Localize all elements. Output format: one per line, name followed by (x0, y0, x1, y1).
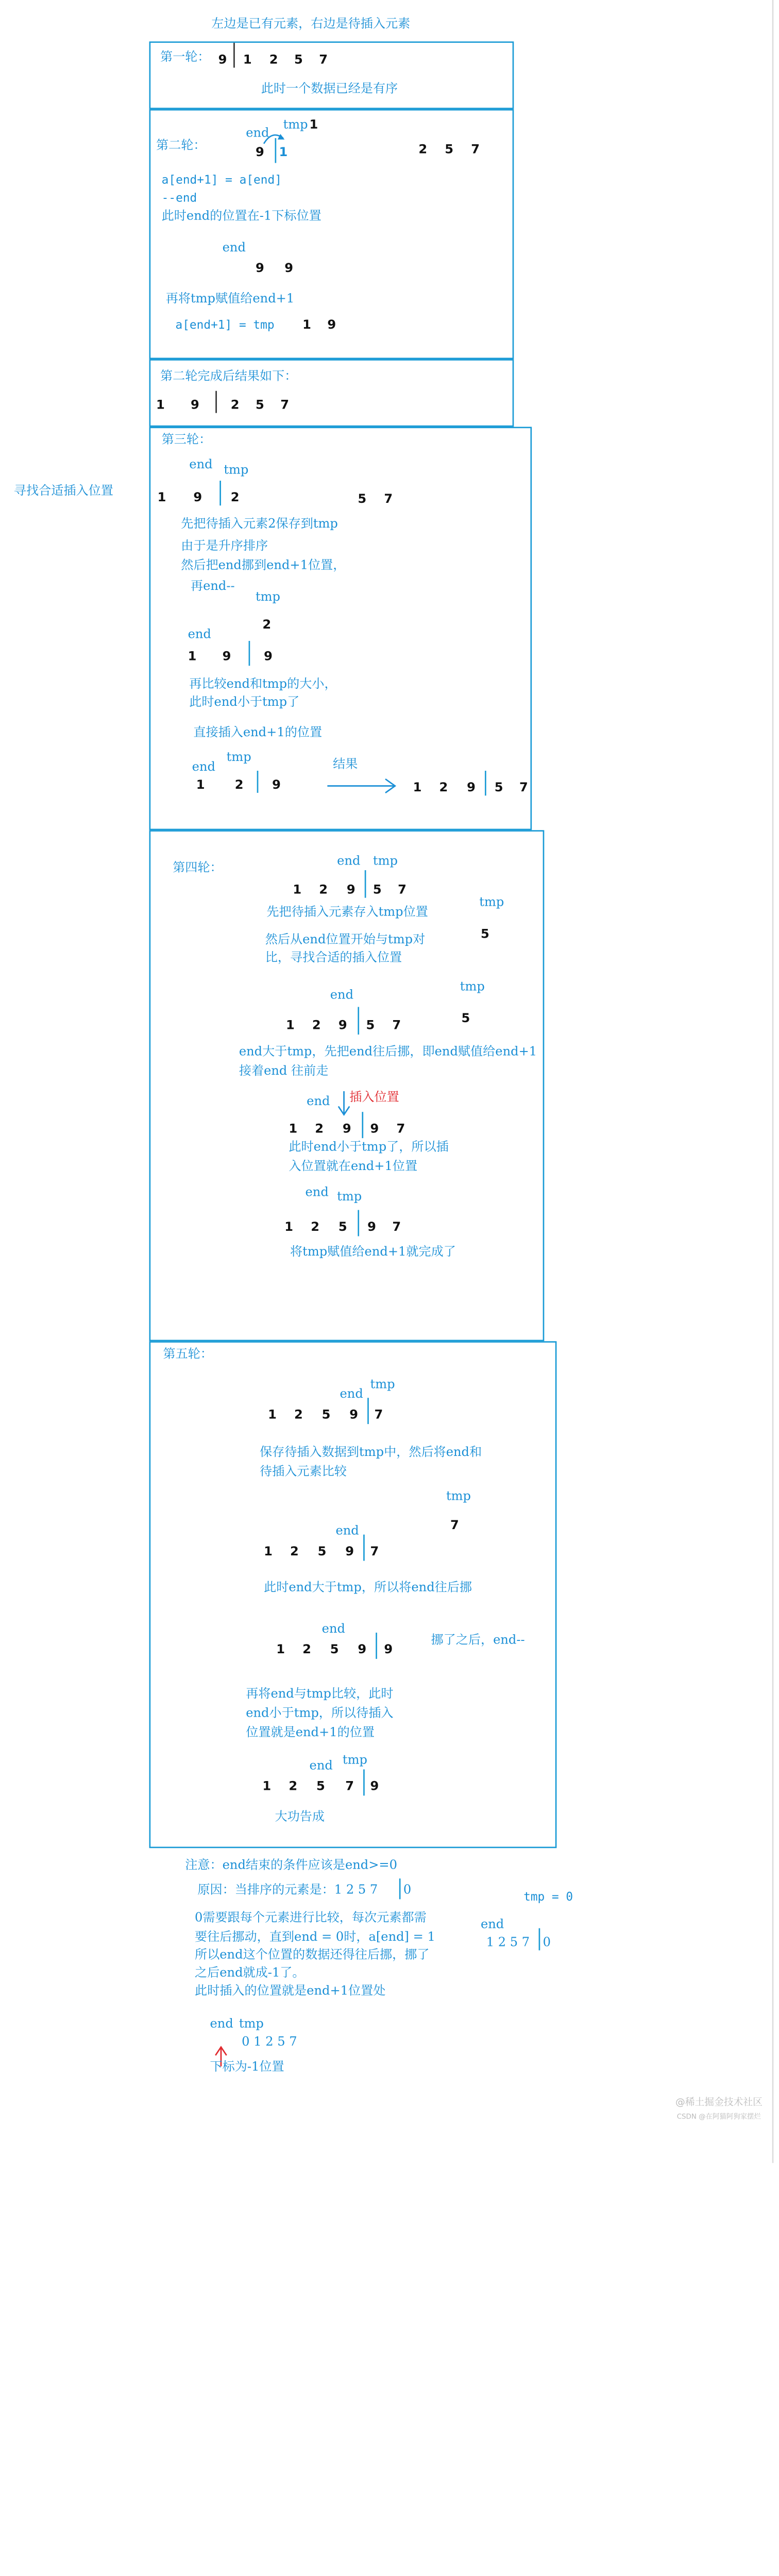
round3-divider (219, 481, 221, 505)
round2-result-title: 第二轮完成后结果如下： (160, 370, 297, 384)
round5-row1-left: 1 (268, 1409, 277, 1423)
page-edge-line (772, 0, 773, 2163)
round3-row1-left: 1 (157, 492, 166, 506)
round4-row4-right: 9 (367, 1221, 376, 1235)
round5-row4-left: 7 (345, 1780, 354, 1794)
round3-compare: 此时end小于tmp了 (189, 696, 300, 710)
round3-tmp2-label: tmp (255, 591, 281, 605)
notes-reason-divider (399, 1878, 401, 1899)
round4-move: end大于tmp，先把end往后挪，即end赋值给end+1 (239, 1045, 537, 1060)
round5-row1-right: 7 (374, 1409, 383, 1423)
round2-end2-label: end (222, 242, 246, 256)
round4-divider4 (358, 1210, 359, 1236)
round5-row3-left: 1 (276, 1643, 285, 1658)
round4-move: 接着end 往前走 (239, 1065, 329, 1079)
round5-row2-left: 2 (290, 1546, 299, 1560)
watermark: @稀土掘金技术社区 (675, 2096, 763, 2108)
round5-row1-left: 5 (321, 1409, 331, 1423)
round5-compare: end小于tmp，所以待插入 (246, 1707, 394, 1721)
round2-result-right: 5 (255, 399, 264, 413)
round4-save: 先把待插入元素存入tmp位置 (266, 906, 428, 920)
round4-row2-right: 7 (392, 1019, 401, 1033)
notes-up-arrow-icon (0, 0, 2, 2)
round5-compare: 再将end与tmp比较，此时 (246, 1688, 394, 1702)
notes-explain: 要往后挪动，直到end = 0时，a[end] = 1 (195, 1931, 435, 1945)
notes-explain: 此时插入的位置就是end+1位置处 (195, 1985, 386, 1999)
round3-end-label: end (189, 459, 213, 472)
notes-tmp-bottom-label: tmp (239, 2018, 264, 2032)
round4-row1-left: 9 (346, 884, 355, 898)
notes-explain: 所以end这个位置的数据还得往后挪，挪了 (195, 1948, 430, 1963)
round3-divider3 (257, 771, 259, 793)
round4-row2-left: 9 (338, 1019, 347, 1033)
notes-end-bottom-label: end (210, 2018, 233, 2032)
round4-row1-left: 2 (319, 884, 328, 898)
round4-row3-right: 9 (370, 1123, 379, 1137)
round3-row1-mid: 2 (230, 492, 240, 506)
round4-row1-left: 1 (293, 884, 302, 898)
round3-row2-left: 1 (188, 650, 197, 665)
round5-tmp4-label: tmp (342, 1754, 367, 1768)
round4-row1-right: 5 (372, 884, 382, 898)
round2-row1-right: 7 (471, 143, 480, 158)
round5-row3-right: 9 (384, 1643, 393, 1658)
round1-right-value: 7 (319, 54, 328, 68)
round4-insert-position-label: 插入位置 (349, 1091, 399, 1105)
round4-tmp-side-label: tmp (479, 896, 504, 910)
round3-tmp2-value: 2 (262, 619, 272, 633)
round2-code1: a[end+1] = a[end] (161, 174, 282, 188)
round3-result-value: 9 (467, 782, 476, 796)
round5-tmp-label: tmp (370, 1378, 395, 1393)
round4-divider3 (362, 1112, 363, 1138)
notes-explain: 之后end就成-1了。 (195, 1967, 305, 1981)
round2-result-box (149, 359, 514, 427)
round1-note: 此时一个数据已经是有序 (261, 82, 398, 97)
round5-row1-left: 2 (294, 1409, 303, 1423)
round4-tmp2-value: 5 (461, 1012, 470, 1026)
round3-end2-label: end (188, 628, 211, 642)
notes-bottom-sequence: 0 1 2 5 7 (242, 2036, 297, 2050)
round4-row4-left: 5 (338, 1221, 347, 1235)
notes-end-side-label: end (480, 1918, 504, 1933)
round3-result-value: 5 (494, 782, 503, 796)
round5-tmp2-value: 7 (450, 1519, 459, 1533)
round2-end-label: end (246, 127, 269, 141)
round4-row2-left: 1 (285, 1019, 295, 1033)
round3-line: 由于是升序排序 (181, 540, 268, 554)
round4-row4-right: 7 (392, 1221, 401, 1235)
round3-row1-right: 5 (358, 493, 367, 507)
round2-title: 第二轮： (156, 139, 206, 154)
side-label: 寻找合适插入位置 (13, 485, 113, 499)
notes-explain: 0需要跟每个元素进行比较，每次元素都需 (195, 1911, 427, 1926)
header-text: 左边是已有元素，右边是待插入元素 (211, 18, 411, 32)
round1-divider (233, 43, 235, 67)
round2-row1-left: 9 (255, 146, 264, 160)
round5-row1-left: 9 (349, 1409, 359, 1423)
round5-save: 保存待插入数据到tmp中，然后将end和 (260, 1446, 482, 1460)
round5-row3-left: 2 (302, 1643, 311, 1658)
round3-result-value: 1 (413, 782, 422, 796)
round5-row2-left: 5 (317, 1546, 327, 1560)
round5-move: 此时end大于tmp，所以将end往后挪 (264, 1581, 472, 1596)
round4-end2-label: end (330, 989, 354, 1003)
round2-row2-value: 9 (255, 262, 264, 277)
round4-row3-left: 9 (342, 1123, 351, 1137)
round2-result-right: 2 (230, 399, 240, 413)
round3-result-value: 7 (519, 782, 528, 796)
round2-row1-right: 2 (418, 143, 428, 158)
round4-search: 比，寻找合适的插入位置 (265, 952, 402, 966)
round3-tmp-label: tmp (224, 464, 249, 478)
round5-row4-left: 2 (289, 1780, 298, 1794)
round2-row3-value: 9 (327, 319, 336, 333)
round5-row3-left: 5 (330, 1643, 339, 1658)
round3-title: 第三轮： (161, 433, 212, 448)
notes-warning: 注意：end结束的条件应该是end>=0 (185, 1859, 397, 1873)
round4-end4-label: end (305, 1186, 329, 1200)
round4-row3-left: 1 (289, 1123, 298, 1137)
round5-after: 挪了之后，end-- (431, 1634, 525, 1648)
round3-divider2 (249, 641, 250, 666)
round5-row4-left: 1 (262, 1780, 272, 1794)
round5-row2-left: 1 (264, 1546, 273, 1560)
round2-tmp-label: tmp (283, 118, 308, 133)
round4-row4-left: 2 (311, 1221, 320, 1235)
notes-tmp-eq: tmp = 0 (523, 1891, 573, 1905)
round5-success: 大功告成 (275, 1810, 325, 1825)
round4-row4-left: 1 (284, 1221, 294, 1235)
round5-save: 待插入元素比较 (260, 1465, 347, 1480)
watermark: CSDN @在阿猫阿狗家摆烂 (676, 2113, 761, 2122)
round4-row1-right: 7 (398, 884, 407, 898)
round4-less: 入位置就在end+1位置 (289, 1160, 418, 1174)
round5-divider4 (363, 1769, 365, 1795)
round5-title: 第五轮： (163, 1348, 213, 1362)
round4-tmp4-label: tmp (337, 1191, 362, 1205)
round2-row2-value: 9 (284, 262, 294, 277)
round4-end-label: end (337, 855, 361, 869)
round2-result-left: 1 (156, 399, 165, 413)
round4-search: 然后从end位置开始与tmp对 (265, 934, 426, 948)
round3-result-value: 2 (439, 782, 448, 796)
round2-divider (275, 138, 277, 163)
notes-side-divider (539, 1928, 540, 1951)
round4-tmp-side-value: 5 (480, 928, 489, 942)
round3-line: 然后把end挪到end+1位置， (181, 559, 346, 573)
round2-note1: 此时end的位置在-1下标位置 (161, 210, 321, 224)
notes-minus-one: 下标为-1位置 (210, 2061, 284, 2075)
round2-tmp-value: 1 (309, 118, 318, 133)
round4-divider (365, 870, 366, 898)
notes-reason-tail: 0 (403, 1884, 412, 1898)
round5-row4-right: 9 (370, 1780, 379, 1794)
round3-row1-right: 7 (384, 493, 393, 507)
round1-right-value: 5 (294, 54, 303, 68)
round3-row1-left: 9 (193, 492, 202, 506)
round4-row2-left: 2 (312, 1019, 321, 1033)
notes-side-tail: 0 (543, 1936, 551, 1951)
round2-row1-mid: 1 (279, 146, 288, 160)
round3-line: 再end-- (190, 580, 235, 594)
round2-code3: a[end+1] = tmp (175, 319, 275, 333)
round4-tmp2-label: tmp (460, 980, 485, 995)
round4-done: 将tmp赋值给end+1就完成了 (290, 1246, 456, 1260)
round5-tmp2-label: tmp (446, 1490, 471, 1504)
round4-divider2 (358, 1007, 359, 1035)
round5-row2-left: 9 (345, 1546, 354, 1560)
round1-left-value: 9 (218, 54, 227, 68)
round4-end3-label: end (307, 1095, 330, 1109)
notes-reason: 原因：当排序的元素是：1 2 5 7 (197, 1884, 378, 1898)
round3-row3-left: 1 (196, 779, 205, 793)
round5-row2-right: 7 (370, 1546, 379, 1560)
round5-row4-left: 5 (316, 1780, 325, 1794)
round5-end-label: end (340, 1388, 363, 1402)
round2-row3-value: 1 (302, 319, 311, 333)
round1-right-value: 1 (243, 54, 252, 68)
round2-result-left: 9 (190, 399, 199, 413)
round3-compare: 再比较end和tmp的大小， (189, 678, 337, 692)
round3-result-label: 结果 (333, 758, 358, 772)
round3-row3-left: 2 (234, 779, 244, 793)
round2-result-right: 7 (280, 399, 290, 413)
round1-right-value: 2 (269, 54, 278, 68)
notes-side-sequence: 1 2 5 7 (486, 1936, 530, 1951)
round2-note2: 再将tmp赋值给end+1 (165, 293, 295, 307)
round5-end3-label: end (321, 1623, 345, 1637)
round5-end2-label: end (335, 1524, 359, 1539)
round5-row3-left: 9 (358, 1643, 367, 1658)
round3-line: 先把待插入元素2保存到tmp (181, 518, 338, 532)
round5-divider2 (363, 1535, 365, 1561)
round5-divider3 (376, 1633, 377, 1659)
round5-end4-label: end (309, 1759, 333, 1774)
round3-row3-right: 9 (272, 779, 281, 793)
round4-tmp-label: tmp (372, 855, 398, 869)
round3-row2-left: 9 (222, 650, 231, 665)
round5-compare: 位置就是end+1的位置 (246, 1726, 375, 1741)
round5-divider (367, 1398, 369, 1424)
round2-result-divider (215, 391, 217, 413)
round4-title: 第四轮： (173, 861, 223, 876)
round1-title: 第一轮： (160, 51, 210, 65)
round3-tmp3-label: tmp (226, 751, 251, 766)
round2-code2: --end (161, 192, 197, 206)
round3-direct: 直接插入end+1的位置 (193, 726, 323, 741)
round3-result-divider (485, 771, 486, 795)
round4-less: 此时end小于tmp了，所以插 (289, 1141, 449, 1155)
round4-row3-right: 7 (396, 1123, 405, 1137)
round3-row2-right: 9 (264, 650, 273, 665)
round2-row1-right: 5 (445, 143, 454, 158)
round4-row3-left: 2 (315, 1123, 324, 1137)
round4-row2-right: 5 (366, 1019, 375, 1033)
round3-end3-label: end (192, 761, 215, 775)
